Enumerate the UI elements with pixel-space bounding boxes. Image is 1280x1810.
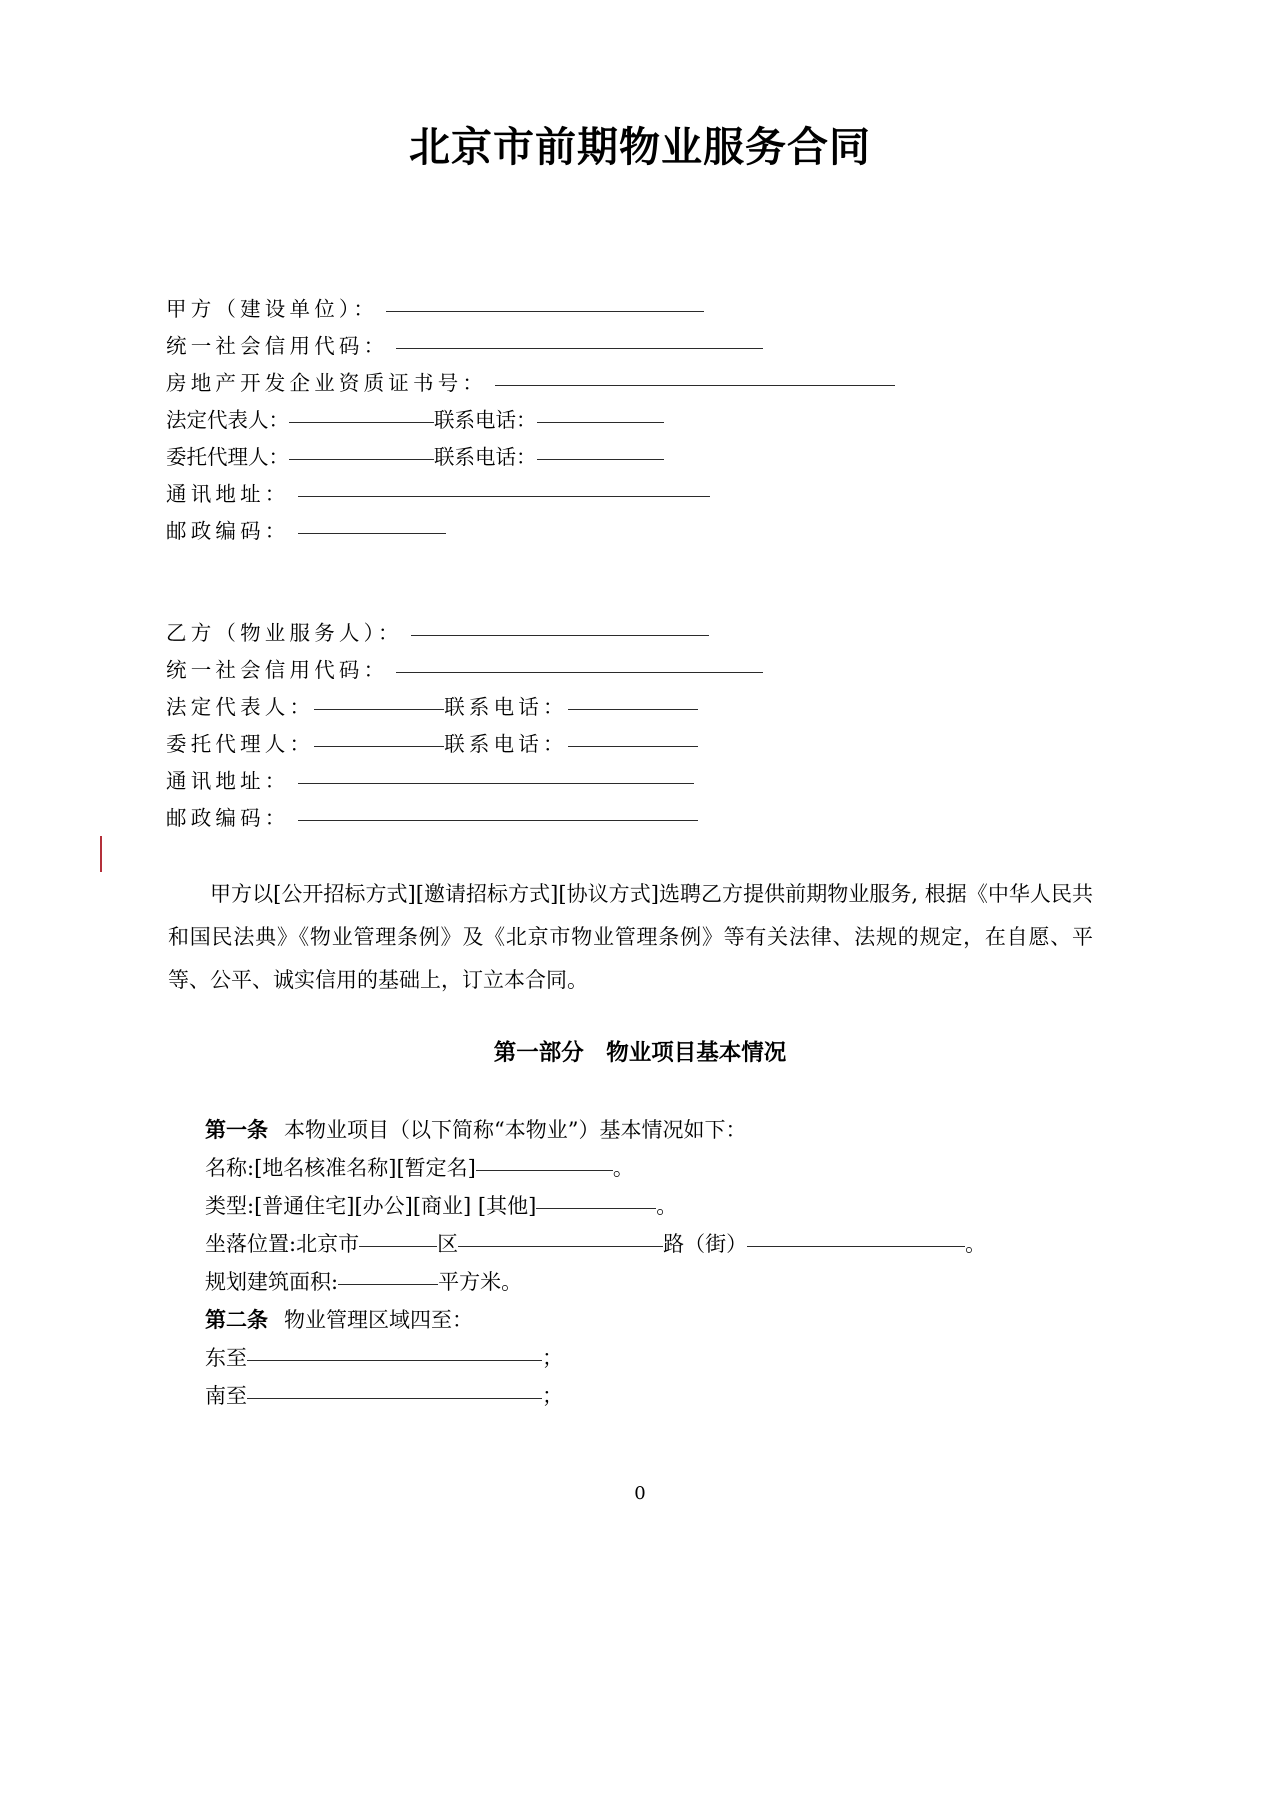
party-a-legal-rep-label: 法定代表人： — [166, 408, 289, 432]
party-b-credit-code-row — [166, 652, 1126, 689]
party-b-postcode-row — [166, 800, 1126, 837]
party-a-name-blank[interactable] — [386, 311, 704, 312]
party-a-postcode-blank[interactable] — [298, 533, 446, 534]
boundary-south-label: 南至 — [205, 1384, 247, 1408]
boundary-east-row — [205, 1339, 1135, 1377]
party-a-address-row — [166, 476, 1126, 513]
party-b-name-blank[interactable] — [411, 635, 709, 636]
party-a-credit-code-label: 统一社会信用代码： — [166, 334, 389, 358]
party-a-agent-row — [166, 439, 1126, 476]
party-a-address-blank[interactable] — [298, 496, 710, 497]
clause-one-name-row — [205, 1149, 1135, 1187]
party-b-legal-rep-phone-label: 联系电话： — [444, 695, 568, 719]
party-b-address-row — [166, 763, 1126, 800]
party-a-postcode-row — [166, 513, 1126, 550]
party-a-agent-blank[interactable] — [289, 459, 434, 460]
party-b-legal-rep-blank[interactable] — [314, 709, 444, 710]
clause-list — [205, 1111, 1135, 1415]
party-b-address-blank[interactable] — [298, 783, 694, 784]
party-b-name-label: 乙方（物业服务人）： — [166, 621, 403, 645]
clause-one-location-row — [205, 1225, 1135, 1263]
party-b-postcode-label: 邮政编码： — [166, 806, 290, 830]
party-b-name-row — [166, 615, 1126, 652]
intro-paragraph: 甲方以[公开招标方式][邀请招标方式][协议方式]选聘乙方提供前期物业服务, 根据《中华人民共和国民法典》《物业管理条例》及《北京市物业管理条例》等有关法律、法规的规定，在自愿、平等、公平、诚实信用的基础上，订立本合同。 — [168, 882, 1093, 992]
boundary-east-semicolon: ； — [542, 1346, 563, 1370]
party-a-qualification-label: 房地产开发企业资质证书号： — [166, 371, 488, 395]
project-name-label: 名称:[地名核准名称][暂定名] — [205, 1156, 476, 1180]
party-a-legal-rep-phone-blank[interactable] — [537, 422, 664, 423]
clause-one-area-row — [205, 1263, 1135, 1301]
page-title: 北京市前期物业服务合同 — [409, 124, 871, 170]
party-b-agent-phone-label: 联系电话： — [444, 732, 568, 756]
party-a-name-row — [166, 291, 1126, 328]
project-area-unit: 平方米。 — [438, 1270, 523, 1294]
party-a-credit-code-blank[interactable] — [396, 348, 763, 349]
project-type-period: 。 — [656, 1194, 678, 1218]
party-a-agent-phone-label: 联系电话： — [434, 445, 537, 469]
boundary-south-row — [205, 1377, 1135, 1415]
party-a-name-label: 甲方（建设单位）： — [166, 297, 379, 321]
boundary-south-blank[interactable] — [247, 1398, 542, 1399]
clause-two-title-row — [205, 1301, 1135, 1339]
party-a-qualification-row — [166, 365, 1126, 402]
party-b-credit-code-blank[interactable] — [396, 672, 763, 673]
party-a-postcode-label: 邮政编码： — [166, 519, 290, 543]
party-b-credit-code-label: 统一社会信用代码： — [166, 658, 389, 682]
clause-one-number: 第一条 — [205, 1119, 268, 1142]
part-one-heading: 第一部分 物业项目基本情况 — [493, 1040, 787, 1065]
party-b-postcode-blank[interactable] — [298, 820, 698, 821]
boundary-east-blank[interactable] — [247, 1360, 542, 1361]
project-location-label: 坐落位置:北京市 — [205, 1232, 360, 1256]
page-number: 0 — [634, 1483, 646, 1504]
project-name-blank[interactable] — [476, 1170, 613, 1171]
party-a-qualification-blank[interactable] — [495, 385, 895, 386]
clause-one-type-row — [205, 1187, 1135, 1225]
party-b-legal-rep-row — [166, 689, 1126, 726]
project-location-district-blank[interactable] — [359, 1246, 437, 1247]
party-b-agent-blank[interactable] — [314, 746, 444, 747]
project-type-label: 类型:[普通住宅][办公][商业] [其他] — [205, 1194, 537, 1218]
party-a-legal-rep-row — [166, 402, 1126, 439]
clause-two-text: 物业管理区域四至： — [284, 1308, 473, 1332]
party-b-address-label: 通讯地址： — [166, 769, 290, 793]
project-location-detail-blank[interactable] — [747, 1246, 965, 1247]
party-a-legal-rep-blank[interactable] — [289, 422, 434, 423]
party-b-agent-row — [166, 726, 1126, 763]
party-a-address-label: 通讯地址： — [166, 482, 290, 506]
party-a-agent-phone-blank[interactable] — [537, 459, 664, 460]
revision-change-bar — [100, 836, 102, 872]
project-location-district-label: 区 — [437, 1232, 459, 1256]
boundary-south-semicolon: ； — [542, 1384, 563, 1408]
party-b-agent-label: 委托代理人： — [166, 732, 315, 756]
clause-one-title-row — [205, 1111, 1135, 1149]
project-area-label: 规划建筑面积: — [205, 1270, 339, 1294]
party-b-legal-rep-phone-blank[interactable] — [568, 709, 698, 710]
party-b-section — [166, 615, 1126, 837]
party-a-credit-code-row — [166, 328, 1126, 365]
boundary-east-label: 东至 — [205, 1346, 247, 1370]
project-area-blank[interactable] — [338, 1284, 438, 1285]
party-b-agent-phone-blank[interactable] — [568, 746, 698, 747]
project-location-road-label: 路（街） — [663, 1232, 748, 1256]
party-a-section — [166, 291, 1126, 550]
project-type-blank[interactable] — [536, 1208, 656, 1209]
project-name-period: 。 — [612, 1156, 634, 1180]
clause-one-text: 本物业项目（以下简称“本物业”）基本情况如下： — [284, 1118, 747, 1142]
project-location-period: 。 — [965, 1232, 987, 1256]
party-a-agent-label: 委托代理人： — [166, 445, 289, 469]
project-location-road-blank[interactable] — [458, 1246, 663, 1247]
party-a-legal-rep-phone-label: 联系电话： — [434, 408, 537, 432]
party-b-legal-rep-label: 法定代表人： — [166, 695, 315, 719]
clause-two-number: 第二条 — [205, 1309, 268, 1332]
